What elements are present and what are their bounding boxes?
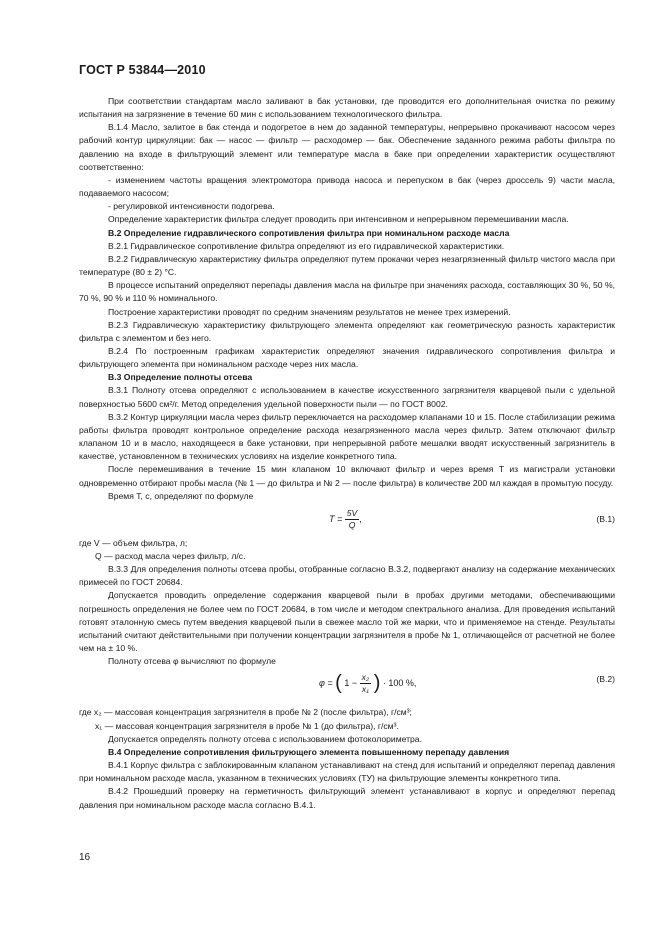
paragraph: Время T, с, определяют по формуле [108,490,254,501]
formula-number: (В.1) [596,513,615,524]
formula-b1 [79,505,615,535]
paragraph: В.3.2 Контур циркуляции масла через фильтр переключается на расходомер клапанами 10 и 15. После стабилизации режима работы фильтра проводят контрольное определение расхода незагрязненного масла через фильтр. Затем отключают фильтр клапаном 10 и в масло, находящееся в баке установки, при непрерывной работе мешалки вводят искусственный загрязнитель в качестве, установленном в технических условиях на изделие конкретного типа. [79,411,615,462]
paragraph: В.2.3 Гидравлическую характеристику фильтрующего элемента определяют как геометрическую разность характеристик фильтра с элементом и без него. [79,319,615,343]
paragraph: После перемешивания в течение 15 мин клапаном 10 включают фильтр и через время T из магистрали установки одновременно отбирают пробы масла (№ 1 — до фильтра и № 2 — после фильтра) в количестве 200 мл каждая в промытую посуду. [79,464,615,488]
paragraph: В.2.4 По построенным графикам характеристик определяют значения гидравлического сопротивления фильтра и фильтрующего элемента при номинальном расходе через них масла. [79,345,615,370]
open-paren: ( [335,672,342,695]
list-item: - изменением частоты вращения электромотора привода насоса и перепуском в бак (через дроссель 9) части масла, подаваемого насосом; [79,174,615,199]
close-paren: ) [373,672,381,695]
section-heading: В.2 Определение гидравлического сопротивления фильтра при номинальном расходе масла [108,227,510,238]
fraction-denominator: Q [348,519,356,530]
where-line: x₁ — массовая концентрация загрязнителя в пробе № 1 (до фильтра), г/см³. [95,720,399,731]
formula-tail: · 100 %, [382,678,417,689]
paragraph: В процессе испытаний определяют перепады давления масла на фильтре при значениях расхода, составляющих 30 %, 50 %, 70 %, 90 % и 110 % номинального. [79,280,615,304]
where-line: где V — объем фильтра, л; [79,537,188,548]
page-number: 16 [79,852,91,863]
formula-number: (В.2) [596,674,615,685]
where-line: Q — расход масла через фильтр, л/с. [95,551,246,561]
paragraph: В.2.2 Гидравлическую характеристику фильтра определяют путем прокачки через незагрязненный фильтр чистого масла при температуре (80 ± 2) °С. [79,253,615,278]
fraction-numerator: 5V [346,507,358,518]
paragraph: В.1.4 Масло, залитое в бак стенда и подогретое в нем до заданной температуры, непрерывно прокачивают насосом через рабочий контур циркуляции: бак — насос — фильтр — расходомер — бак. Обеспечение заданного режима работы фильтра по давлению на входе в фильтрующий элемент или температуре масла в баке при определении характеристик осуществляют соответственно: [79,122,615,172]
one-minus: 1 − [344,678,358,689]
formula-lhs: T = [329,513,343,524]
fraction [345,508,360,531]
formula-expression [319,672,416,695]
where-line: где x₂ — массовая концентрация загрязнителя в пробе № 2 (после фильтра), г/см³; [79,707,412,718]
formula-tail: , [359,513,362,524]
paragraph: Допускается проводить определение содержания кварцевой пыли в пробах другими методами, обеспечивающими погрешность определения не более чем по ГОСТ 20684, в том числе и методом спектрального анализа. Для проведения испытаний готовят эталонную смесь путем введения кварцевой пыли в свежее масло той же марки, что и применяемое на стенде. Результаты испытаний считают действительными при получении концентрации загрязнителя в пробе № 1, отличающейся от расчетной не более чем на ± 10 %. [79,590,615,654]
formula-expression [329,508,362,531]
paragraph: При соответствии стандартам масло заливают в бак установки, где проводится его дополнительная очистка по режиму испытания на загрязнение в течение 60 мин с использованием технологического фильтра. [79,96,615,120]
section-heading: В.3 Определение полноты отсева [108,372,253,383]
formula-lhs: φ = [319,678,333,689]
fraction-numerator: x₂ [361,672,370,683]
paragraph: Определение характеристик фильтра следует проводить при интенсивном и непрерывном перемешивании масла. [108,214,569,225]
list-item: - регулировкой интенсивности подогрева. [108,201,275,212]
paragraph: В.2.1 Гидравлическое сопротивление фильтра определяют из его гидравлической характеристики. [108,240,505,251]
paragraph: Построение характеристики проводят по средним значениям результатов не менее трех измерений. [108,306,511,317]
paragraph: В.3.3 Для определения полноты отсева пробы, отобранные согласно В.3.2, подвергают анализу на содержание механических примесей по ГОСТ 20684. [79,564,615,588]
fraction-denominator: x₁ [361,684,369,695]
paragraph: В.4.1 Корпус фильтра с заблокированным клапаном устанавливают на стенд для испытаний и определяют перепад давления при номинальном расходе масла, указанном в технических условиях (ТУ) на фильтрующие элементы конкретного типа. [79,760,615,784]
document-header: ГОСТ Р 53844—2010 [79,63,206,77]
section-heading: В.4 Определение сопротивления фильтрующего элемента повышенному перепаду давления [108,746,510,757]
paragraph: В.3.1 Полноту отсева определяют с использованием в качестве искусственного загрязнителя кварцевой пыли с удельной поверхностью 5600 см²/г. Метод определения удельной поверхности пыли — по ГОСТ 8002. [79,385,615,409]
fraction [360,672,372,695]
paragraph: Полноту отсева φ вычисляют по формуле [108,656,276,667]
formula-b2 [79,670,615,704]
paragraph: Допускается определять полноту отсева с использованием фотоколориметра. [108,733,422,744]
document-body [79,95,615,812]
paragraph: В.4.2 Прошедший проверку на герметичность фильтрующий элемент устанавливают в корпус и определяют перепад давления при номинальном расходе масла согласно В.4.1. [79,786,615,810]
